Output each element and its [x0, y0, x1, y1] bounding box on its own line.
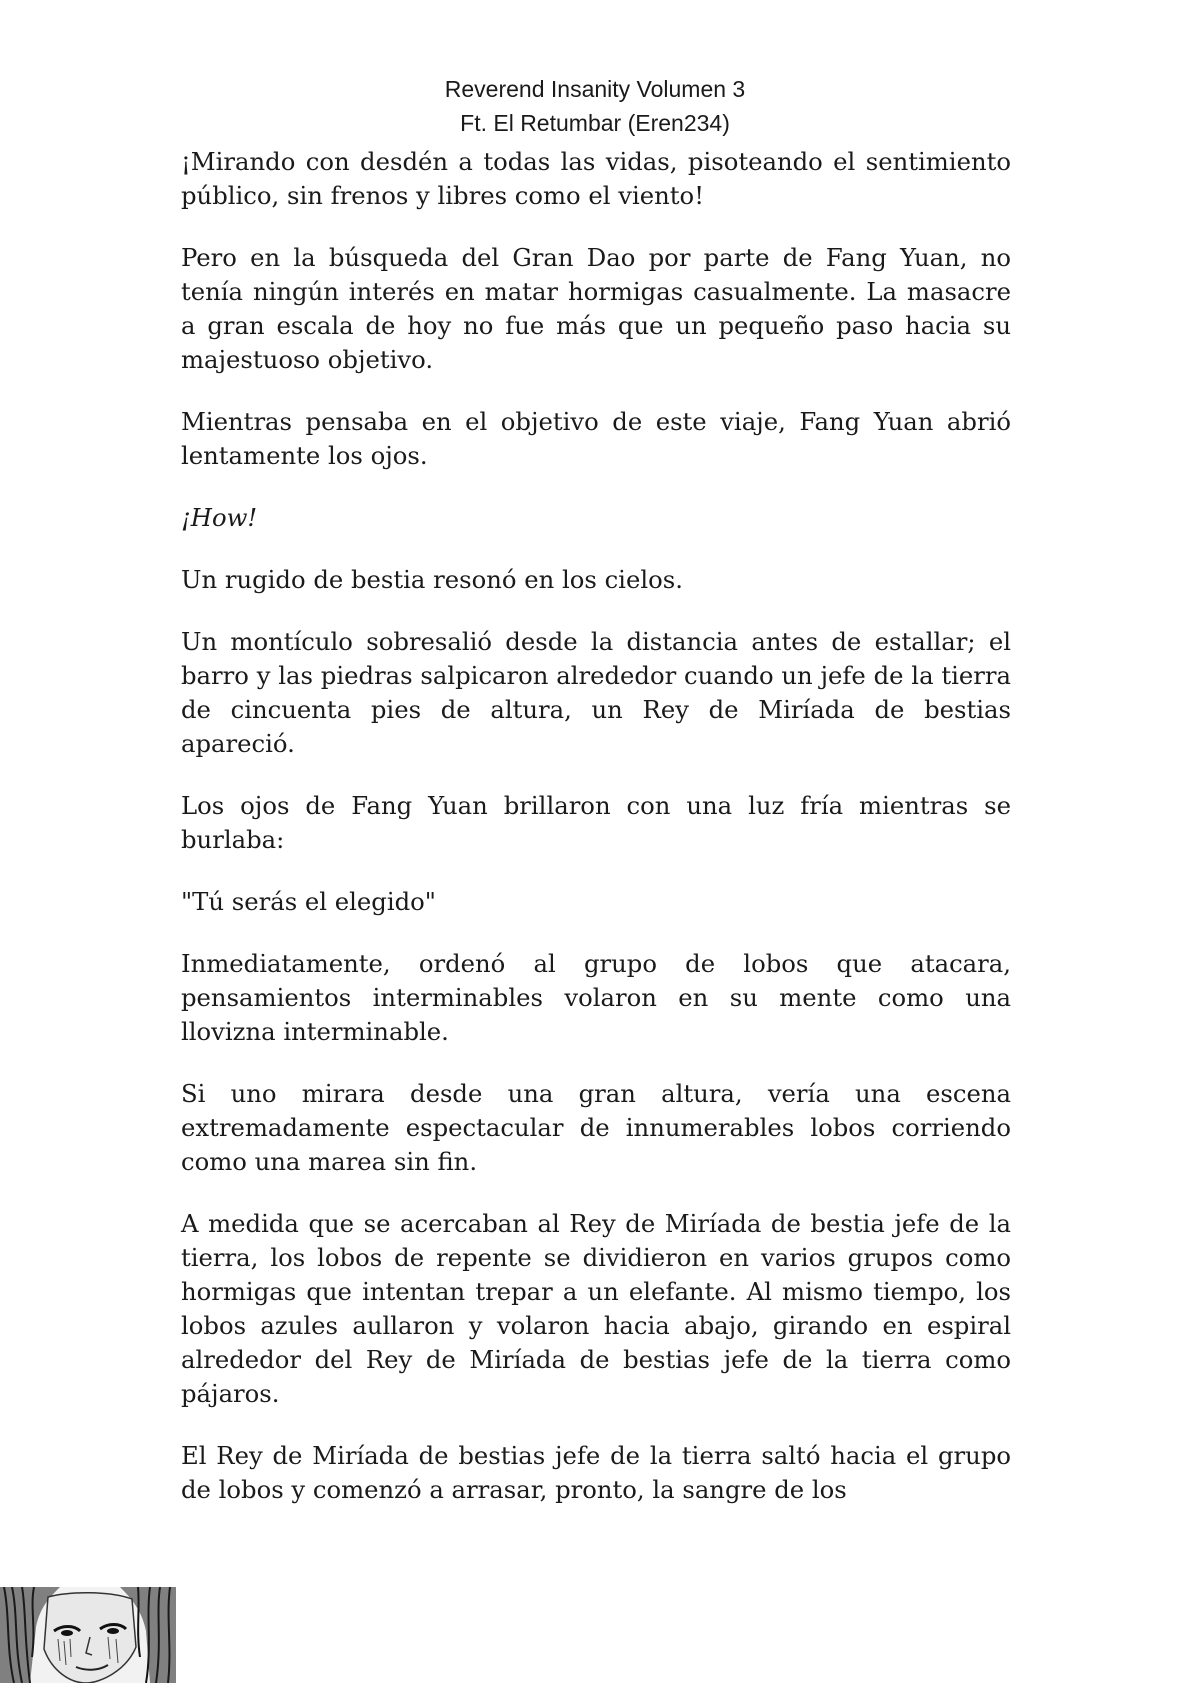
paragraph-exclamation: ¡How!: [181, 503, 258, 532]
paragraph: El Rey de Miríada de bestias jefe de la tierra saltó hacia el grupo de lobos y comenzó a arrasar, pronto, la sangre de los: [181, 1441, 1011, 1504]
header-title: Reverend Insanity Volumen 3: [444, 76, 746, 102]
page-header: [0, 72, 1190, 140]
paragraph: Un montículo sobresalió desde la distancia antes de estallar; el barro y las piedras salpicaron alrededor cuando un jefe de la tierra de cincuenta pies de altura, un Rey de Miríada de bestias apareció.: [181, 627, 1011, 758]
paragraph: ¡Mirando con desdén a todas las vidas, pisoteando el sentimiento público, sin frenos y libres como el viento!: [181, 147, 1011, 210]
manga-face-illustration-icon: [0, 1587, 176, 1683]
paragraph: Los ojos de Fang Yuan brillaron con una luz fría mientras se burlaba:: [181, 791, 1011, 854]
paragraph: Si uno mirara desde una gran altura, vería una escena extremadamente espectacular de innumerables lobos corriendo como una marea sin fin.: [181, 1079, 1011, 1176]
header-subtitle: Ft. El Retumbar (Eren234): [460, 110, 730, 136]
paragraph: Pero en la búsqueda del Gran Dao por parte de Fang Yuan, no tenía ningún interés en matar hormigas casualmente. La masacre a gran escala de hoy no fue más que un pequeño paso hacia su majestuoso objetivo.: [181, 243, 1011, 374]
body-text: [181, 145, 1011, 1507]
paragraph: Mientras pensaba en el objetivo de este viaje, Fang Yuan abrió lentamente los ojos.: [181, 407, 1011, 470]
paragraph: Inmediatamente, ordenó al grupo de lobos que atacara, pensamientos interminables volaron en su mente como una llovizna interminable.: [181, 949, 1011, 1046]
paragraph-quote: "Tú serás el elegido": [181, 887, 436, 916]
paragraph: A medida que se acercaban al Rey de Miríada de bestia jefe de la tierra, los lobos de repente se dividieron en varios grupos como hormigas que intentan trepar a un elefante. Al mismo tiempo, los lobos azules aullaron y volaron hacia abajo, girando en espiral alrededor del Rey de Miríada de bestias jefe de la tierra como pájaros.: [181, 1209, 1011, 1408]
paragraph: Un rugido de bestia resonó en los cielos.: [181, 565, 683, 594]
